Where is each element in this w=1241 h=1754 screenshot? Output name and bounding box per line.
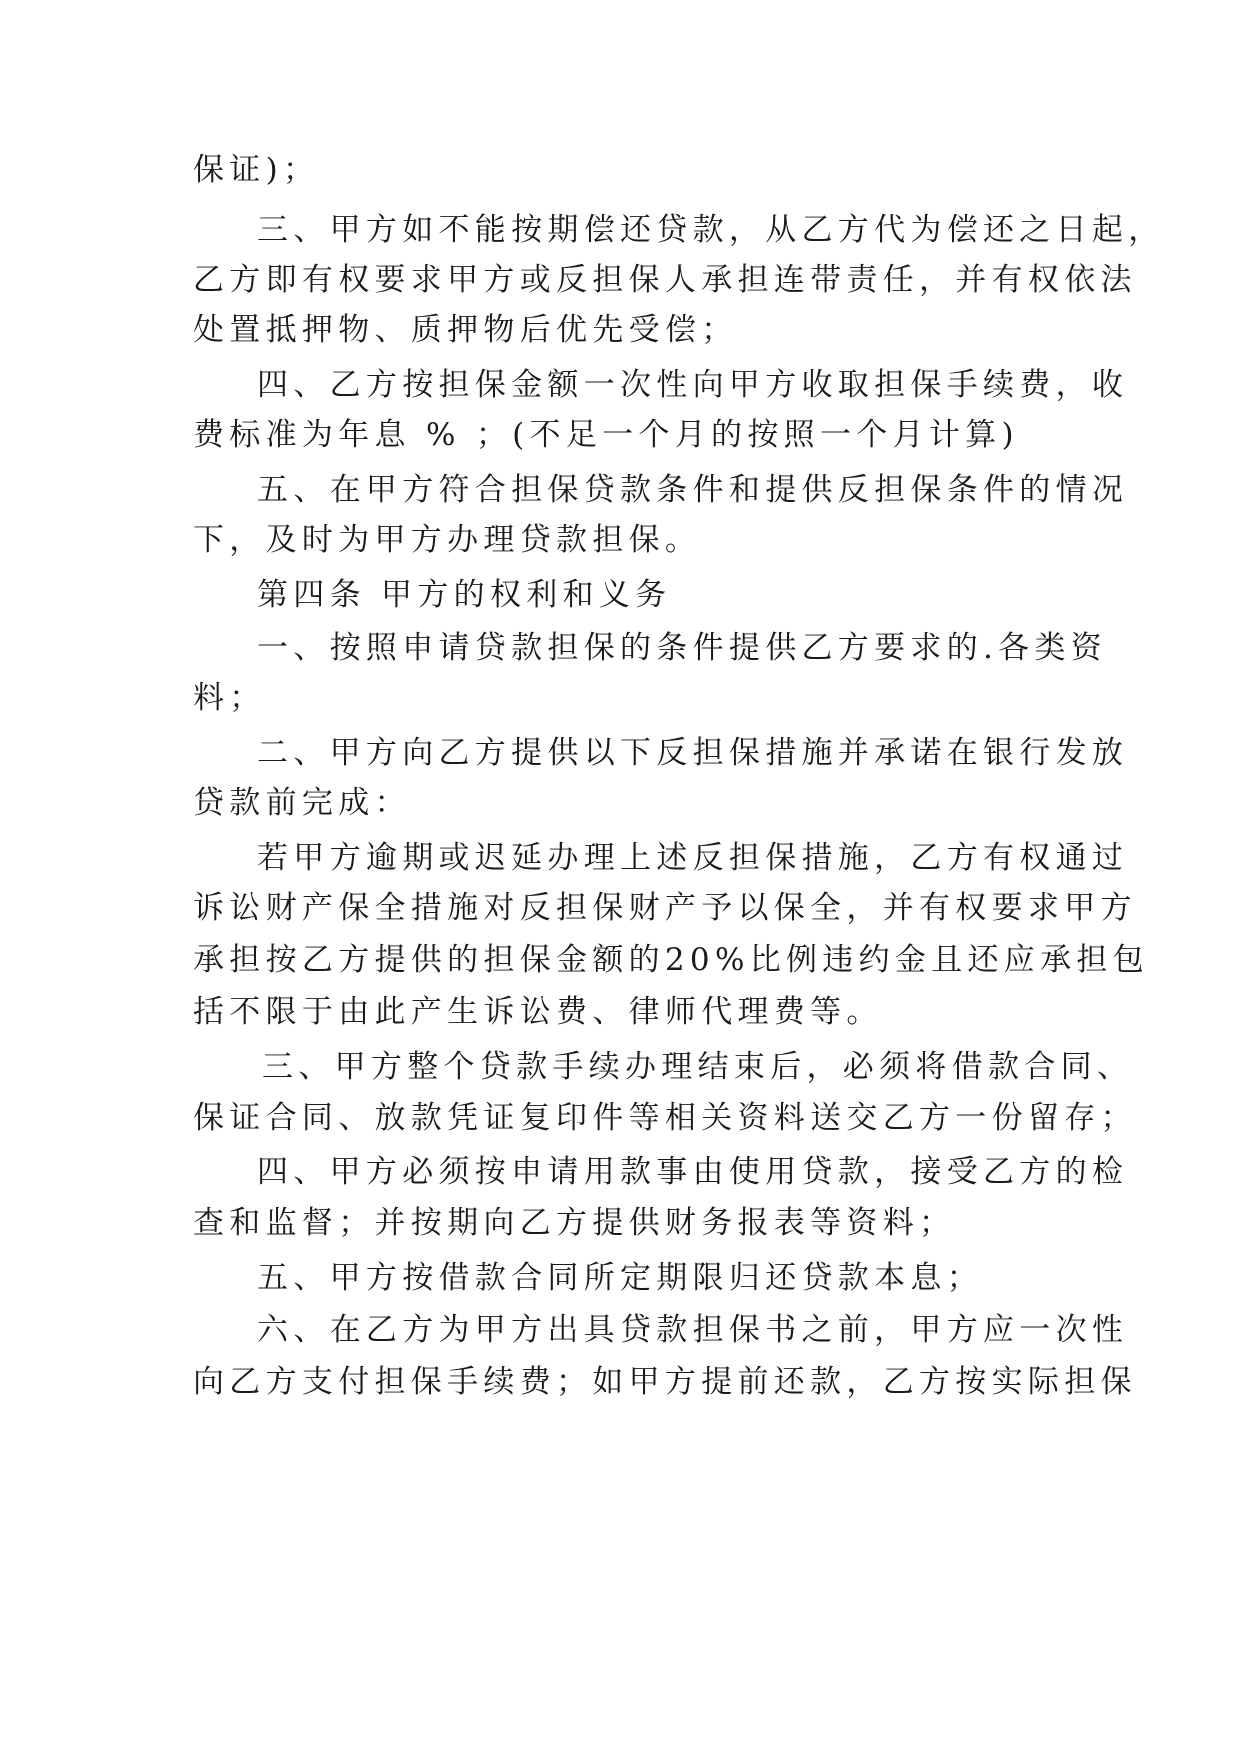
text-line: 费标准为年息 % ；(不足一个月的按照一个月计算): [193, 417, 1019, 453]
text-line: 三、甲方整个贷款手续办理结束后，必须将借款合同、: [262, 1049, 1134, 1085]
text-line: 四、甲方必须按申请用款事由使用贷款，接受乙方的检: [257, 1154, 1129, 1190]
text-line: 下，及时为甲方办理贷款担保。: [193, 522, 702, 558]
section-heading: 第四条 甲方的权利和义务: [257, 577, 672, 613]
text-line: 向乙方支付担保手续费；如甲方提前还款，乙方按实际担保: [193, 1364, 1137, 1400]
text-line: 乙方即有权要求甲方或反担保人承担连带责任，并有权依法: [193, 262, 1137, 298]
text-line: 处置抵押物、质押物后优先受偿；: [193, 312, 738, 348]
text-line: 三、甲方如不能按期偿还贷款，从乙方代为偿还之日起，: [257, 212, 1165, 248]
text-line: 五、甲方按借款合同所定期限归还贷款本息；: [257, 1260, 983, 1296]
text-line: 二、甲方向乙方提供以下反担保措施并承诺在银行发放: [257, 735, 1129, 771]
text-line: 四、乙方按担保金额一次性向甲方收取担保手续费，收: [257, 367, 1129, 403]
text-line: 查和监督；并按期向乙方提供财务报表等资料；: [193, 1205, 956, 1241]
text-line: 六、在乙方为甲方出具贷款担保书之前，甲方应一次性: [257, 1312, 1129, 1348]
text-line: 料；: [193, 680, 266, 716]
text-line: 一、按照申请贷款担保的条件提供乙方要求的.各类资: [257, 630, 1108, 666]
text-line: 诉讼财产保全措施对反担保财产予以保全，并有权要求甲方: [193, 890, 1137, 926]
text-line: 贷款前完成：: [193, 785, 411, 821]
text-line: 保证合同、放款凭证复印件等相关资料送交乙方一份留存；: [193, 1100, 1137, 1136]
text-line: 括不限于由此产生诉讼费、律师代理费等。: [193, 994, 883, 1030]
text-line: 保证)；: [193, 152, 320, 188]
text-line: 五、在甲方符合担保贷款条件和提供反担保条件的情况: [257, 472, 1129, 508]
text-line: 承担按乙方提供的担保金额的20%比例违约金且还应承担包: [193, 942, 1149, 978]
text-line: 若甲方逾期或迟延办理上述反担保措施，乙方有权通过: [257, 840, 1129, 876]
